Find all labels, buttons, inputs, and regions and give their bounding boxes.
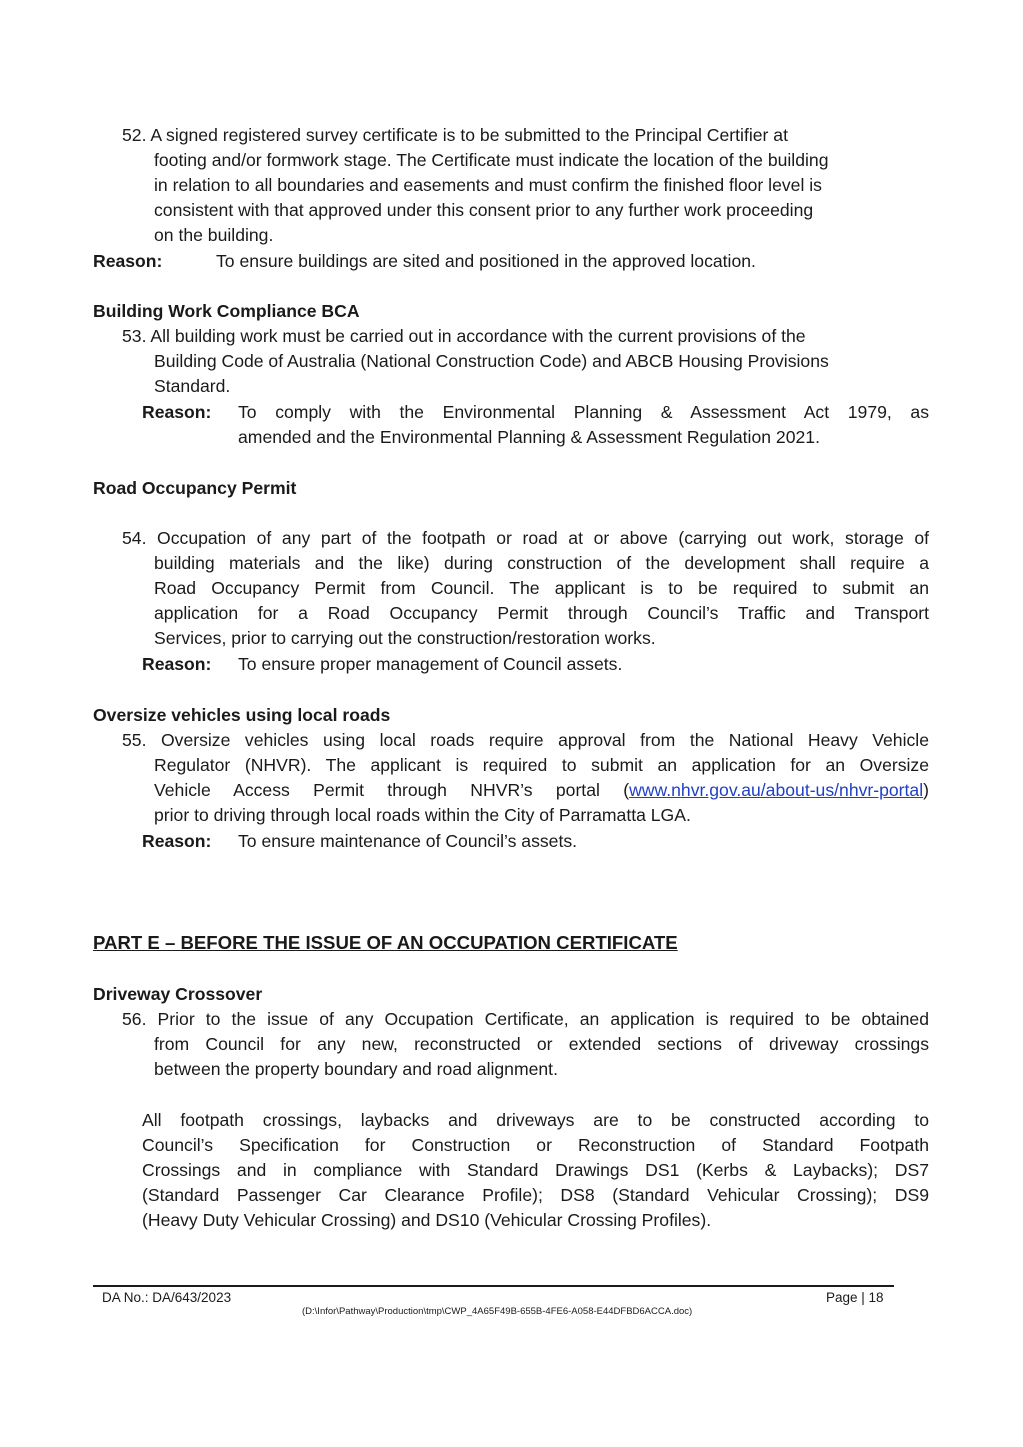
item-54-line-2: building materials and the like) during construction of the development shall require a [154,553,929,573]
driveway-paragraph-line-3: Crossings and in compliance with Standard Drawings DS1 (Kerbs & Laybacks); DS7 [142,1160,929,1180]
heading-building-work-compliance: Building Work Compliance BCA [93,301,360,321]
item-54-line-1: 54. Occupation of any part of the footpath or road at or above (carrying out work, storage of [122,528,929,548]
driveway-paragraph-line-1: All footpath crossings, laybacks and driveways are to be constructed according to [142,1110,929,1130]
nhvr-portal-link[interactable]: www.nhvr.gov.au/about-us/nhvr-portal [629,780,924,800]
item-55-line-2: Regulator (NHVR). The applicant is required to submit an application for an Oversize [154,755,929,775]
item-52-line-2: footing and/or formwork stage. The Certificate must indicate the location of the building [154,150,829,170]
item-54-line-5: Services, prior to carrying out the construction/restoration works. [154,628,656,648]
heading-driveway-crossover: Driveway Crossover [93,984,263,1004]
item-56-line-2: from Council for any new, reconstructed or extended sections of driveway crossings [154,1034,929,1054]
item-56-line-1: 56. Prior to the issue of any Occupation Certificate, an application is required to be obtained [122,1009,929,1029]
heading-road-occupancy-permit: Road Occupancy Permit [93,478,297,498]
item-54-line-3: Road Occupancy Permit from Council. The applicant is to be required to submit an [154,578,929,598]
item-53-reason-line-1: To comply with the Environmental Planning & Assessment Act 1979, as [238,402,929,422]
item-54-reason-text: To ensure proper management of Council assets. [238,654,623,674]
driveway-paragraph-line-4: (Standard Passenger Car Clearance Profile); DS8 (Standard Vehicular Crossing); DS9 [142,1185,929,1205]
footer-da-number: DA No.: DA/643/2023 [102,1290,232,1305]
item-52-line-4: consistent with that approved under this consent prior to any further work proceeding [154,200,814,220]
item-55-reason-label: Reason: [142,831,212,851]
item-55-line-3-post: ) [923,780,929,800]
item-55-line-4: prior to driving through local roads within the City of Parramatta LGA. [154,805,691,825]
footer-rule [93,1285,894,1287]
item-55-line-3 [154,778,929,803]
item-55-line-1: 55. Oversize vehicles using local roads require approval from the National Heavy Vehicle [122,730,929,750]
item-54-reason-label: Reason: [142,654,212,674]
item-52-line-3: in relation to all boundaries and easements and must confirm the finished floor level is [154,175,822,195]
item-52-reason-label: Reason: [93,251,163,271]
item-56-line-3: between the property boundary and road alignment. [154,1059,558,1079]
footer-page-number: Page | 18 [826,1290,884,1305]
item-52-line-5: on the building. [154,225,274,245]
item-52-reason-text: To ensure buildings are sited and positioned in the approved location. [216,251,756,271]
item-53-reason-label: Reason: [142,402,212,422]
item-55-line-3-pre: Vehicle Access Permit through NHVR’s portal ( [154,780,630,800]
item-52-line-1: 52. A signed registered survey certificate is to be submitted to the Principal Certifier at [122,125,788,145]
item-53-reason-line-2: amended and the Environmental Planning & Assessment Regulation 2021. [238,427,820,447]
item-53-line-2: Building Code of Australia (National Construction Code) and ABCB Housing Provisions [154,351,829,371]
item-55-reason-text: To ensure maintenance of Council’s assets. [238,831,578,851]
item-54-line-4: application for a Road Occupancy Permit through Council’s Traffic and Transport [154,603,929,623]
item-53-line-3: Standard. [154,376,231,396]
footer-file-path: (D:\Infor\Pathway\Production\tmp\CWP_4A65F49B-655B-4FE6-A058-E44DFBD6ACCA.doc) [302,1306,693,1317]
driveway-paragraph-line-2: Council’s Specification for Construction or Reconstruction of Standard Footpath [142,1135,929,1155]
driveway-paragraph-line-5: (Heavy Duty Vehicular Crossing) and DS10 (Vehicular Crossing Profiles). [142,1210,712,1230]
part-e-title: PART E – BEFORE THE ISSUE OF AN OCCUPATION CERTIFICATE [93,932,678,953]
heading-oversize-vehicles: Oversize vehicles using local roads [93,705,391,725]
item-53-line-1: 53. All building work must be carried out in accordance with the current provisions of the [122,326,806,346]
